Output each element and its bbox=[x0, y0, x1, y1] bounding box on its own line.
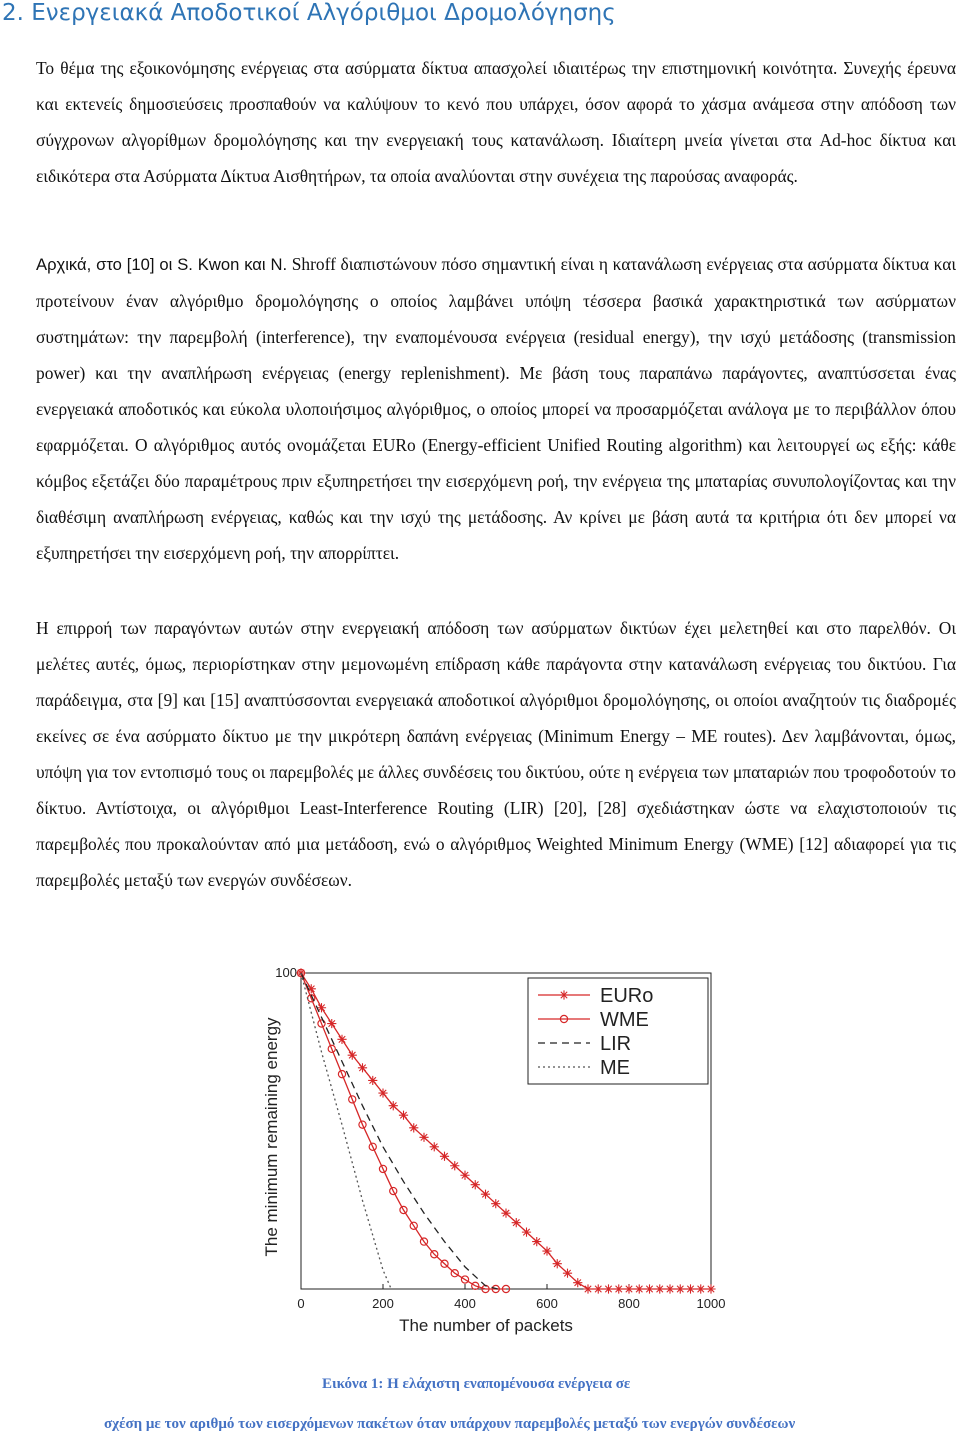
x-axis-label: The number of packets bbox=[399, 1316, 573, 1335]
x-tick-label: 0 bbox=[297, 1296, 305, 1311]
data-point-star bbox=[635, 1284, 644, 1293]
data-point-star bbox=[337, 1035, 346, 1044]
y-axis-label: The minimum remaining energy bbox=[262, 1017, 281, 1257]
data-point-star bbox=[460, 1171, 469, 1180]
x-tick-label: 800 bbox=[618, 1296, 640, 1311]
paragraph-euro bbox=[36, 246, 956, 571]
x-tick-label: 400 bbox=[454, 1296, 476, 1311]
legend bbox=[528, 978, 708, 1084]
x-tick-label: 1000 bbox=[696, 1296, 726, 1311]
paragraph-intro-text: Το θέμα της εξοικονόμησης ενέργειας στα ασύρματα δίκτυα απασχολεί ιδιαιτέρως την επιστημονική κοινότητα. Συνεχής έρευνα και εκτενείς δημοσιεύσεις προσπαθούν να καλύψουν το κενό που υπάρχει, όσον αφορά το χάσμα ανάμεσα στην απόδοση των σύγχρονων αλγορίθμων δρομολόγησης και την ενεργειακή τους κατανάλωση. Ιδιαίτερη μνεία γίνεται στα Ad-hoc δίκτυα και ειδικότερα στα Ασύρματα Δίκτυα Αισθητήρων, τα οποία αναλύονται στην συνέχεια της παρούσας αναφοράς. bbox=[36, 58, 956, 186]
line-chart bbox=[250, 960, 730, 1350]
data-point-star bbox=[522, 1228, 531, 1237]
x-tick-label: 200 bbox=[372, 1296, 394, 1311]
legend-label: EURo bbox=[600, 985, 654, 1007]
data-point-star bbox=[559, 990, 568, 999]
data-point-star bbox=[563, 1269, 572, 1278]
data-point-star bbox=[501, 1209, 510, 1218]
data-point-star bbox=[604, 1284, 613, 1293]
figure-caption-line-1: Εικόνα 1: Η ελάχιστη εναπομένουσα ενέργεια σε bbox=[322, 1376, 631, 1392]
data-point-star bbox=[542, 1246, 551, 1255]
data-point-star bbox=[573, 1278, 582, 1287]
data-point-star bbox=[594, 1284, 603, 1293]
data-point-star bbox=[655, 1284, 664, 1293]
data-point-star bbox=[665, 1284, 674, 1293]
data-point-star bbox=[706, 1284, 715, 1293]
figure-energy-chart bbox=[250, 960, 730, 1355]
data-point-star bbox=[450, 1161, 459, 1170]
data-point-star bbox=[676, 1284, 685, 1293]
data-point-star bbox=[645, 1284, 654, 1293]
legend-label: ME bbox=[600, 1057, 630, 1079]
paragraph-euro-text bbox=[36, 246, 956, 571]
paragraph-prior-work bbox=[36, 610, 956, 898]
x-tick-label: 600 bbox=[536, 1296, 558, 1311]
paragraph-prior-work-text: Η επιρροή των παραγόντων αυτών στην ενεργειακή απόδοση των ασύρματων δικτύων έχει μελετηθεί και στο παρελθόν. Οι μελέτες αυτές, όμως, περιορίστηκαν στην μεμονωμένη επίδραση κάθε παράγοντα στην κατανάλωση ενέργειας του δικτύου. Για παράδειγμα, στα [9] και [15] αναπτύσσονται ενεργειακά αποδοτικοί αλγόριθμοι δρομολόγησης, οι οποίοι αναζητούν τις διαδρομές εκείνες σε ένα ασύρματο δίκτυο με την μικρότερη δαπάνη ενέργειας (Minimum Energy – ME routes). Δεν λαμβάνονται, όμως, υπόψη για τον εντοπισμό τους οι παρεμβολές με άλλες συνδέσεις του δικτύου, ούτε η ενέργεια των μπαταριών που τροφοδοτούν το δίκτυο. Αντίστοιχα, οι αλγόριθμοι Least-Interference Routing (LIR) [20], [28] σχεδιάστηκαν ώστε να ελαχιστοποιούν τις παρεμβολές που προκαλούνταν από μια μετάδοση, ενώ ο αλγόριθμος Weighted Minimum Energy (WME) [12] αδιαφορεί για τις παρεμβολές μεταξύ των ενεργών συνδέσεων. bbox=[36, 618, 956, 890]
section-heading: 2. Ενεργειακά Αποδοτικοί Αλγόριθμοι Δρομολόγησης bbox=[2, 0, 616, 26]
paragraph-intro bbox=[36, 50, 956, 194]
legend-label: WME bbox=[600, 1009, 649, 1031]
paragraph-euro-rest: Shroff διαπιστώνουν πόσο σημαντική είναι η κατανάλωση ενέργειας στα ασύρματα δίκτυα και προτείνουν έναν αλγόριθμο δρομολόγησης ο οποίος λαμβάνει υπόψη τέσσερα βασικά χαρακτηριστικά των ασύρματων συστημάτων: την παρεμβολή (interference), την εναπομένουσα ενέργεια (residual energy), την ισχύ μετάδοσης (transmission power) και την αναπλήρωση ενέργειας (energy replenishment). Με βάση τους παραπάνω παράγοντες, αναπτύσσεται ένας ενεργειακά αποδοτικός και εύκολα υλοποιήσιμος αλγόριθμος, ο οποίος μπορεί να προσαρμόζεται ανάλογα με το περιβάλλον όπου εφαρμόζεται. Ο αλγόριθμος αυτός ονομάζεται EURo (Energy-efficient Unified Routing algorithm) και λειτουργεί ως εξής: κάθε κόμβος εξετάζει δύο παραμέτρους πριν εξυπηρετήσει την εισερχόμενη ροή, την ενέργεια της μπαταρίας συνυπολογίζοντας και την διαθέσιμη αναπλήρωση ενέργειας, καθώς και την ισχύ της μετάδοσης. Αν κρίνει με βάση αυτά τα κριτήρια ότι δεν μπορεί να εξυπηρετήσει την εισερχόμενη ροή, την απορρίπτει. bbox=[36, 254, 956, 563]
paragraph-euro-sans-run: Αρχικά, στο [10] οι S. Kwon και N. bbox=[36, 255, 288, 274]
data-point-star bbox=[583, 1284, 592, 1293]
figure-caption-line-2: σχέση με τον αριθμό των εισερχόμενων πακέτων όταν υπάρχουν παρεμβολές μεταξύ των ενεργών συνδέσεων bbox=[104, 1416, 796, 1432]
data-point-star bbox=[409, 1123, 418, 1132]
data-point-star bbox=[686, 1284, 695, 1293]
data-point-star bbox=[624, 1284, 633, 1293]
data-point-star bbox=[696, 1284, 705, 1293]
legend-label: LIR bbox=[600, 1033, 632, 1055]
y-tick-label: 100 bbox=[275, 965, 297, 980]
data-point-star bbox=[532, 1237, 541, 1246]
data-point-star bbox=[614, 1284, 623, 1293]
